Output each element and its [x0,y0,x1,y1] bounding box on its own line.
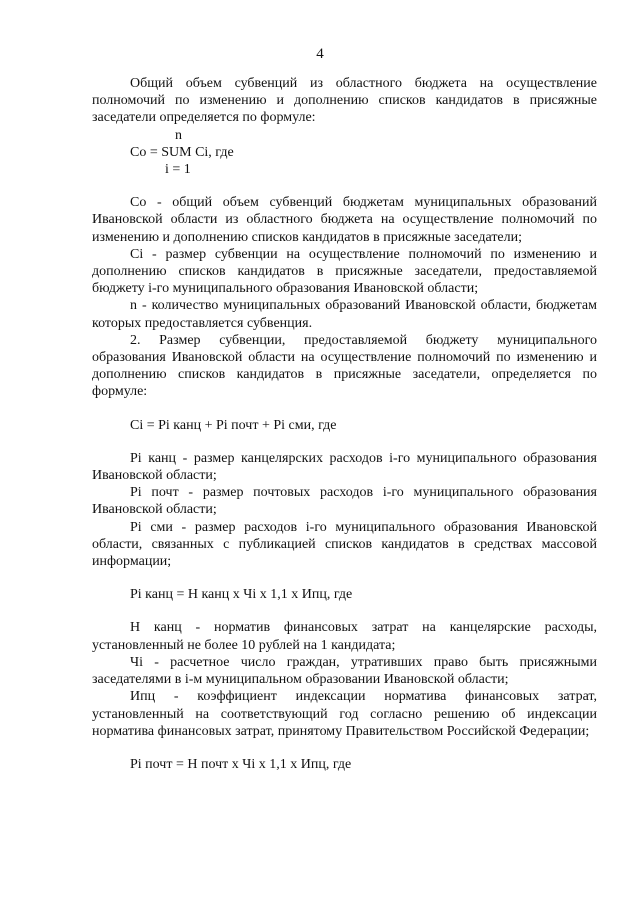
formula-pi-pocht: Рi почт = Н почт x Чi x 1,1 x Ипц, где [130,756,352,772]
formula-ci: Сi = Рi канц + Рi почт + Рi сми, где [130,417,337,433]
paragraph-subvention-size: 2. Размер субвенции, предоставляемой бюджету муниципального образования Ивановской области на осуществление полномочий по изменению и дополнению списков кандидатов в присяжные заседатели, определяется по формуле: [92,332,597,400]
definition-pi-pocht: Рi почт - размер почтовых расходов i-го муниципального образования Ивановской области; [92,485,597,518]
document-body [92,75,597,773]
formula-sum-lower-limit: i = 1 [165,162,191,178]
definition-pi-smi: Рi сми - размер расходов i-го муниципального образования Ивановской области, связанных с публикацией списков кандидатов в средствах массовой информации; [92,519,597,570]
paragraph-total-subvention: Общий объем субвенций из областного бюджета на осуществление полномочий по изменению и дополнению списков кандидатов в присяжные заседатели определяется по формуле: [92,76,597,126]
definition-n-kants: Н канц - норматив финансовых затрат на канцелярские расходы, установленный не более 10 рублей на 1 кандидата; [92,620,597,653]
formula-sum-expression: Со = SUM Сi, где [130,144,234,160]
definition-n: n - количество муниципальных образований Ивановской области, бюджетам которых предоставляется субвенция. [92,298,597,331]
page-number: 4 [316,46,324,62]
definition-ci: Сi - размер субвенции на осуществление полномочий по изменению и дополнению списков кандидатов в присяжные заседатели, предоставляемой бюджету i-го муниципального образования Ивановской области; [92,246,597,297]
formula-sum [92,127,597,179]
definition-pi-kants: Рi канц - размер канцелярских расходов i-го муниципального образования Ивановской области; [92,450,597,484]
definition-ipc: Ипц - коэффициент индексации норматива финансовых затрат, установленный на соответствующий год согласно решению об индексации норматива финансовых затрат, принятому Правительством Российской Федерации; [92,689,597,739]
definition-co: Со - общий объем субвенций бюджетам муниципальных образований Ивановской области из областного бюджета на осуществление полномочий по изменению и дополнению списков кандидатов в присяжные заседатели; [92,195,597,245]
formula-pi-kants: Рi канц = Н канц x Чi x 1,1 x Ипц, где [130,587,353,603]
formula-sum-upper-limit: n [175,127,182,143]
definition-chi: Чi - расчетное число граждан, утративших право быть присяжными заседателями в i-м муниципальном образовании Ивановской области; [92,654,597,688]
